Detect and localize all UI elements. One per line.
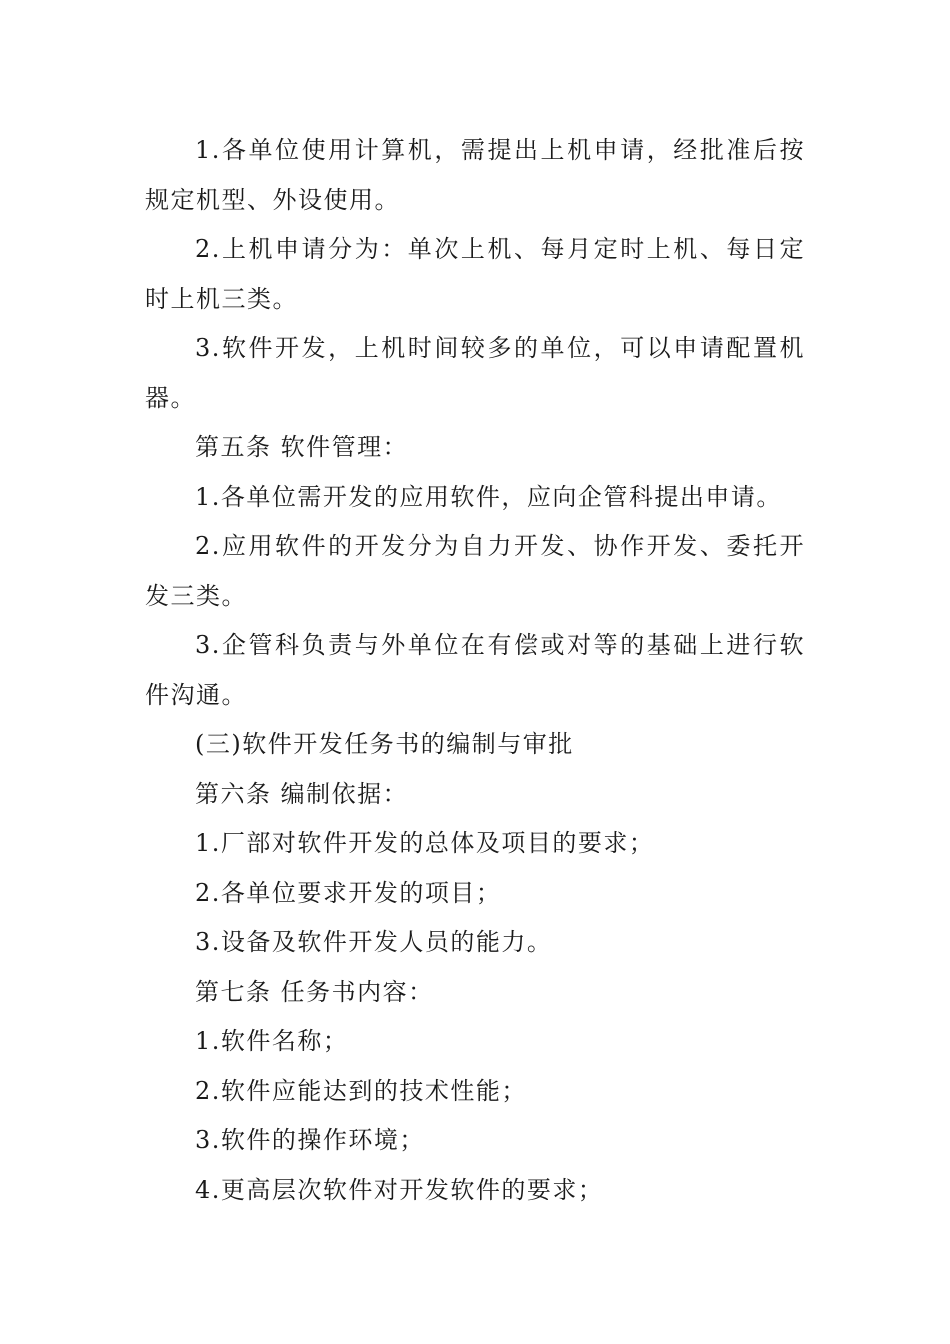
paragraph-operating-environment: 3.软件的操作环境； (195, 1126, 425, 1154)
article-7-heading: 第七条 任务书内容： (195, 977, 434, 1006)
document-body (145, 126, 805, 1215)
paragraph-technical-performance: 2.软件应能达到的技术性能； (195, 1076, 527, 1105)
paragraph-software-communication: 3.企管科负责与外单位在有偿或对等的基础上进行软件沟通。 (145, 631, 805, 709)
paragraph-unit-projects: 2.各单位要求开发的项目； (195, 878, 502, 907)
section-3-heading: (三)软件开发任务书的编制与审批 (195, 730, 574, 758)
article-6-heading: 第六条 编制依据： (195, 779, 409, 808)
paragraph-software-name: 1.软件名称； (195, 1027, 349, 1055)
paragraph-factory-requirements: 1.厂部对软件开发的总体及项目的要求； (195, 829, 655, 857)
paragraph-computer-use-application: 1.各单位使用计算机，需提出上机申请，经批准后按规定机型、外设使用。 (145, 136, 805, 214)
paragraph-application-types: 2.上机申请分为：单次上机、每月定时上机、每日定时上机三类。 (145, 235, 805, 313)
paragraph-software-request: 1.各单位需开发的应用软件，应向企管科提出申请。 (195, 482, 782, 511)
paragraph-staff-capability: 3.设备及软件开发人员的能力。 (195, 928, 553, 956)
paragraph-machine-configuration: 3.软件开发，上机时间较多的单位，可以申请配置机器。 (145, 334, 805, 412)
paragraph-development-types: 2.应用软件的开发分为自力开发、协作开发、委托开发三类。 (145, 532, 805, 610)
article-5-heading: 第五条 软件管理： (195, 433, 409, 461)
paragraph-higher-level-requirements: 4.更高层次软件对开发软件的要求； (195, 1175, 604, 1204)
